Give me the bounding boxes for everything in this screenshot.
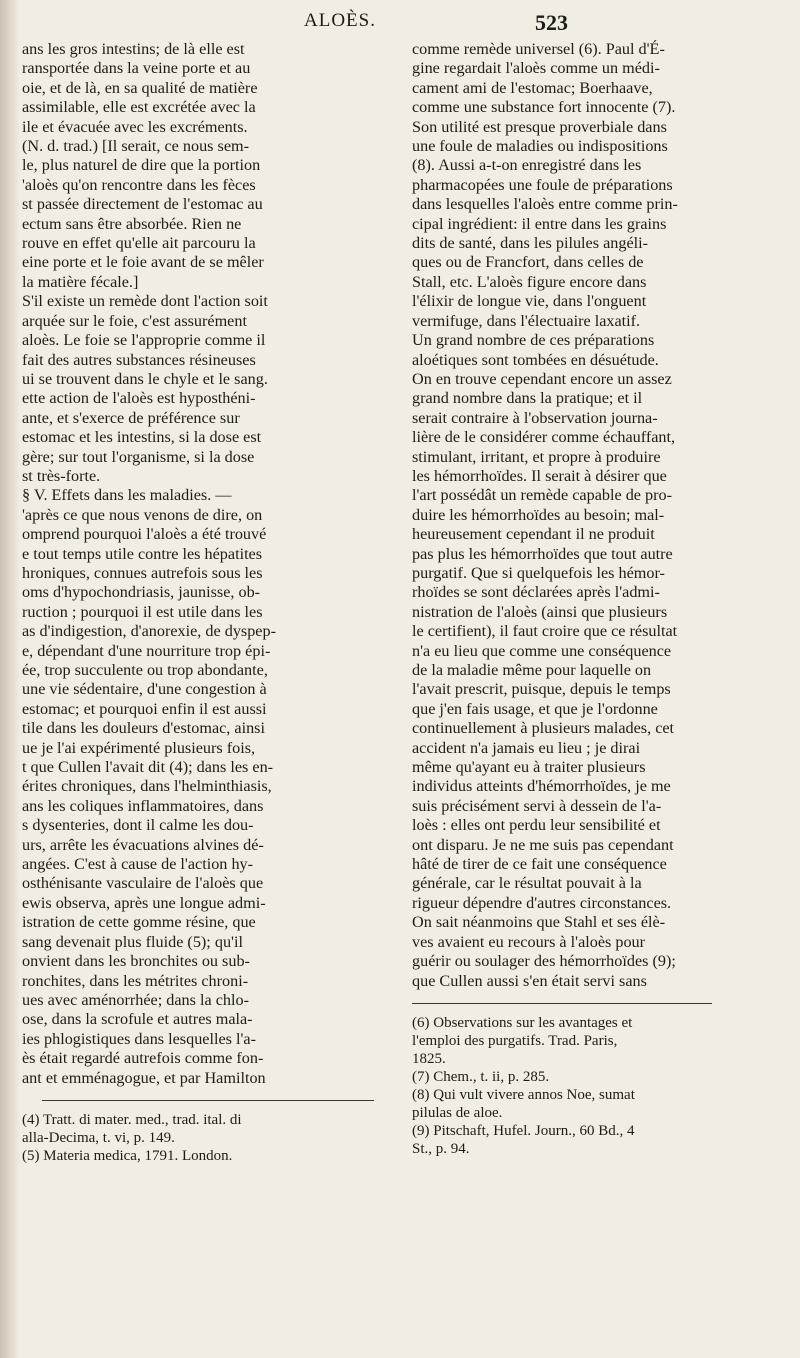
text-line: Stall, etc. L'aloès figure encore dans xyxy=(412,272,647,291)
text-line: stimulant, irritant, et propre à produire xyxy=(412,447,661,466)
text-line: (8). Aussi a-t-on enregistré dans les xyxy=(412,156,642,175)
text-line: tile dans les douleurs d'estomac, ainsi xyxy=(22,719,265,738)
text-line: générale, car le résultat pouvait à la xyxy=(412,874,642,893)
text-line: la matière fécale.] xyxy=(22,272,139,291)
text-line: ui se trouvent dans le chyle et le sang. xyxy=(22,369,268,388)
text-line: S'il existe un remède dont l'action soit xyxy=(22,292,268,311)
text-line: ronchites, dans les métrites chroni- xyxy=(22,971,249,990)
text-line: ue je l'ai expérimenté plusieurs fois, xyxy=(22,738,256,757)
text-line: gère; sur tout l'organisme, si la dose xyxy=(22,447,255,466)
text-line: oie, et de là, en sa qualité de matière xyxy=(22,78,258,97)
text-line: osthénisante vasculaire de l'aloès que xyxy=(22,874,264,893)
text-line: heureusement cependant il ne produit xyxy=(412,525,655,544)
left-footnote-rule xyxy=(42,1100,374,1101)
text-line: pas plus les hémorrhoïdes que tout autre xyxy=(412,544,673,563)
text-line: continuellement à plusieurs malades, cet xyxy=(412,719,675,738)
text-line: 'aloès qu'on rencontre dans les fèces xyxy=(22,175,256,194)
text-line: nistration de l'aloès (ainsi que plusieurs xyxy=(412,602,668,621)
text-line: hâté de tirer de ce fait une conséquence xyxy=(412,855,667,874)
text-line: e tout temps utile contre les hépatites xyxy=(22,544,263,563)
text-line: s dysenteries, dont il calme les dou- xyxy=(22,816,254,835)
text-line: même qu'ayant eu à traiter plusieurs xyxy=(412,758,646,777)
footnote-line: (8) Qui vult vivere annos Noe, sumat xyxy=(412,1086,635,1103)
running-title: ALOÈS. xyxy=(304,10,376,31)
text-line: omprend pourquoi l'aloès a été trouvé xyxy=(22,525,267,544)
text-line: serait contraire à l'observation journa- xyxy=(412,408,658,427)
right-column xyxy=(412,40,785,1158)
text-line: 'après ce que nous venons de dire, on xyxy=(22,505,263,524)
left-column-body xyxy=(22,40,380,1088)
text-line: t que Cullen l'avait dit (4); dans les en- xyxy=(22,758,274,777)
text-line: ette action de l'aloès est hyposthéni- xyxy=(22,389,256,408)
page-binding-edge xyxy=(0,0,20,1358)
text-line: n'a eu lieu que comme une conséquence xyxy=(412,641,672,660)
footnote-line: (6) Observations sur les avantages et xyxy=(412,1014,633,1031)
text-line: ruction ; pourquoi il est utile dans les xyxy=(22,602,263,621)
text-line: oms d'hypochondriasis, jaunisse, ob- xyxy=(22,583,261,602)
text-line: le, plus naturel de dire que la portion xyxy=(22,156,261,175)
text-line: ont disparu. Je ne me suis pas cependant xyxy=(412,835,674,854)
text-line: ose, dans la scrofule et autres mala- xyxy=(22,1010,253,1029)
footnote-line: (7) Chem., t. ii, p. 285. xyxy=(412,1068,550,1085)
text-line: ans les gros intestins; de là elle est xyxy=(22,40,245,58)
text-line: purgatif. Que si quelquefois les hémor- xyxy=(412,563,665,582)
text-line: les hémorrhoïdes. Il serait à désirer que xyxy=(412,466,667,485)
text-line: Un grand nombre de ces préparations xyxy=(412,331,655,350)
footnote-line: l'emploi des purgatifs. Trad. Paris, xyxy=(412,1032,618,1049)
text-line: ant et emménagogue, et par Hamilton xyxy=(22,1068,266,1087)
text-line: estomac; et pourquoi enfin il est aussi xyxy=(22,699,267,718)
text-line: st très-forte. xyxy=(22,466,101,485)
text-line: ves avaient eu recours à l'aloès pour xyxy=(412,932,646,951)
text-line: que Cullen aussi s'en était servi sans xyxy=(412,971,647,990)
text-line: ectum sans être absorbée. Rien ne xyxy=(22,214,242,233)
footnote-line: pilulas de aloe. xyxy=(412,1104,503,1121)
text-line: (N. d. trad.) [Il serait, ce nous sem- xyxy=(22,137,249,156)
text-line: e, dépendant d'une nourriture trop épi- xyxy=(22,641,271,660)
text-line: comme remède universel (6). Paul d'É- xyxy=(412,40,665,58)
text-line: rigueur dépendre d'autres circonstances. xyxy=(412,893,672,912)
footnote-line: (4) Tratt. di mater. med., trad. ital. di xyxy=(22,1111,242,1128)
text-line: dans lesquelles l'aloès entre comme prin- xyxy=(412,195,678,214)
text-line: Son utilité est presque proverbiale dans xyxy=(412,117,667,136)
text-line: ans les coliques inflammatoires, dans xyxy=(22,796,264,815)
text-line: ques ou de Francfort, dans celles de xyxy=(412,253,644,272)
text-line: rhoïdes se sont déclarées après l'admi- xyxy=(412,583,660,602)
text-line: ante, et s'exerce de préférence sur xyxy=(22,408,240,427)
text-line: cament ami de l'estomac; Boerhaave, xyxy=(412,78,653,97)
text-line: lière de le considérer comme échauffant, xyxy=(412,428,676,447)
right-footnotes xyxy=(412,1014,785,1158)
footnote-line: alla-Decima, t. vi, p. 149. xyxy=(22,1129,175,1146)
footnote-line: St., p. 94. xyxy=(412,1140,470,1157)
text-line: que j'en fais usage, et que je l'ordonne xyxy=(412,699,658,718)
text-line: hroniques, connues autrefois sous les xyxy=(22,563,263,582)
text-line: gine regardait l'aloès comme un médi- xyxy=(412,59,660,78)
text-line: rouve en effet qu'elle ait parcouru la xyxy=(22,234,256,253)
text-line: comme une substance fort innocente (7). xyxy=(412,98,676,117)
text-line: vermifuge, dans l'électuaire laxatif. xyxy=(412,311,641,330)
left-footnotes xyxy=(22,1111,380,1165)
footnote-line: (9) Pitschaft, Hufel. Journ., 60 Bd., 4 xyxy=(412,1122,635,1139)
text-line: ies phlogistiques dans lesquelles l'a- xyxy=(22,1029,256,1048)
footnote-line: 1825. xyxy=(412,1050,446,1067)
text-line: guérir ou soulager des hémorrhoïdes (9); xyxy=(412,952,676,971)
text-line: fait des autres substances résineuses xyxy=(22,350,256,369)
text-line: § V. Effets dans les maladies. — xyxy=(22,486,232,505)
text-line: as d'indigestion, d'anorexie, de dyspep- xyxy=(22,622,276,641)
text-line: une vie sédentaire, d'une congestion à xyxy=(22,680,267,699)
text-line: grand nombre dans la pratique; et il xyxy=(412,389,643,408)
text-line: On en trouve cependant encore un assez xyxy=(412,369,672,388)
text-line: istration de cette gomme résine, que xyxy=(22,913,256,932)
text-line: assimilable, elle est excrétée avec la xyxy=(22,98,256,117)
text-line: On sait néanmoins que Stahl et ses élè- xyxy=(412,913,666,932)
text-line: l'avait prescrit, puisque, depuis le temps xyxy=(412,680,671,699)
text-line: une foule de maladies ou indispositions xyxy=(412,137,668,156)
text-line: le certifient), il faut croire que ce résultat xyxy=(412,622,678,641)
text-line: ée, trop succulente ou trop abondante, xyxy=(22,661,268,679)
text-line: ewis observa, après une longue admi- xyxy=(22,893,266,912)
text-line: aloétiques sont tombées en désuétude. xyxy=(412,350,659,369)
text-line: onvient dans les bronchites ou sub- xyxy=(22,952,250,971)
left-column xyxy=(22,40,380,1165)
right-column-body xyxy=(412,40,785,991)
text-line: ès était regardé autrefois comme fon- xyxy=(22,1049,264,1068)
text-line: ues avec aménorrhée; dans la chlo- xyxy=(22,990,249,1009)
text-line: ile et évacuée avec les excréments. xyxy=(22,117,248,136)
text-line: urs, arrête les évacuations alvines dé- xyxy=(22,835,264,854)
text-line: pharmacopées une foule de préparations xyxy=(412,175,673,194)
text-line: dits de santé, dans les pilules angéli- xyxy=(412,234,649,253)
text-line: suis précisément servi à dessein de l'a- xyxy=(412,796,662,815)
text-line: sang devenait plus fluide (5); qu'il xyxy=(22,932,243,951)
text-line: individus atteints d'hémorrhoïdes, je me xyxy=(412,777,671,796)
page-number: 523 xyxy=(535,10,568,35)
text-line: ransportée dans la veine porte et au xyxy=(22,59,251,78)
text-line: duire les hémorrhoïdes au besoin; mal- xyxy=(412,505,665,524)
text-line: de la maladie même pour laquelle on xyxy=(412,661,652,679)
text-line: loès : elles ont perdu leur sensibilité et xyxy=(412,816,661,835)
text-line: érites chroniques, dans l'helminthiasis, xyxy=(22,777,272,796)
text-line: arquée sur le foie, c'est assurément xyxy=(22,311,247,330)
text-line: aloès. Le foie se l'approprie comme il xyxy=(22,331,266,350)
text-line: st passée directement de l'estomac au xyxy=(22,195,263,214)
text-line: estomac et les intestins, si la dose est xyxy=(22,428,262,447)
page-header xyxy=(0,8,800,38)
text-line: l'élixir de longue vie, dans l'onguent xyxy=(412,292,647,311)
text-line: l'art possédât un remède capable de pro- xyxy=(412,486,673,505)
text-line: eine porte et le foie avant de se mêler xyxy=(22,253,264,272)
text-line: cipal ingrédient: il entre dans les grains xyxy=(412,214,667,233)
text-line: angées. C'est à cause de l'action hy- xyxy=(22,855,254,874)
text-line: accident n'a jamais eu lieu ; je dirai xyxy=(412,738,641,757)
footnote-line: (5) Materia medica, 1791. London. xyxy=(22,1147,233,1164)
right-footnote-rule xyxy=(412,1003,712,1004)
